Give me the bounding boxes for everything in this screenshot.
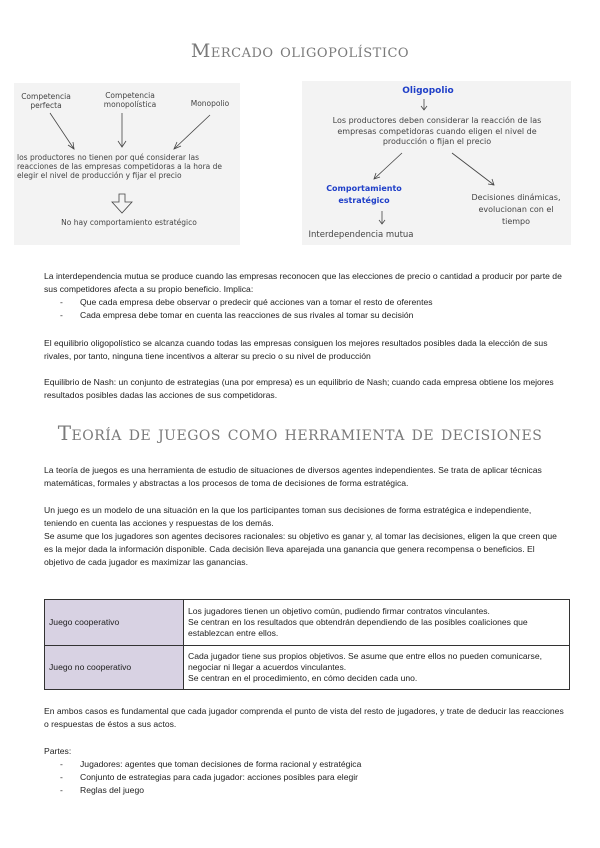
paragraph-text: La interdependencia mutua se produce cuando las empresas reconocen que las elecciones de precio o cantidad a producir por parte de sus competidores afecta a su propio beneficio. Implica: <box>44 271 562 294</box>
table-cell-description <box>184 646 570 690</box>
implications-list <box>44 296 564 322</box>
table-row <box>45 646 570 690</box>
table-cell-name: Juego no cooperativo <box>45 646 184 690</box>
description-line: Se centran en el procedimiento, en cómo deciden cada uno. <box>188 673 418 683</box>
diagram-left-text: los productores no tienen por qué considerar las reacciones de las empresas competidoras a la hora de elegir el nivel de producción y fijar el precio <box>17 153 223 180</box>
game-types-table <box>44 599 570 690</box>
market-structures-diagram <box>14 83 240 245</box>
label-dynamic-decisions: Decisiones dinámicas, evolucionan con el tiempo <box>471 193 561 226</box>
label-no-strategic: No hay comportamiento estratégico <box>61 218 197 227</box>
diagram-right-text: Los productores deben considerar la reacción de las empresas competidoras cuando eligen el nivel de producción o fijan el precio <box>332 116 542 146</box>
label-mutual-interdependence: Interdependencia mutua <box>308 230 414 240</box>
list-item: - Reglas del juego <box>44 784 564 797</box>
parts-section <box>44 745 564 797</box>
list-item: - Conjunto de estrategias para cada jugador: acciones posibles para elegir <box>44 771 564 784</box>
description-line: Los jugadores tienen un objetivo común, pudiendo firmar contratos vinculantes. <box>188 606 490 616</box>
label-perfect-competition: Competencia perfecta <box>21 92 71 110</box>
oligopoly-diagram <box>302 81 571 245</box>
label-monopolistic-competition: Competencia monopolística <box>103 91 157 109</box>
paragraph-game-theory: La teoría de juegos es una herramienta de estudio de situaciones de diversos agentes independientes. Se trata de aplicar técnicas matemáticas, formales y abstractas a los procesos de toma de decisiones de forma estratégica. <box>44 465 542 488</box>
table-row <box>45 600 570 646</box>
paragraph-interdependence <box>44 270 564 322</box>
table-cell-name: Juego cooperativo <box>45 600 184 646</box>
list-item: - Jugadores: agentes que toman decisiones de forma racional y estratégica <box>44 758 564 771</box>
table-cell-description <box>184 600 570 646</box>
list-item: - Cada empresa debe tomar en cuenta las reacciones de sus rivales al tomar su decisión <box>44 309 564 322</box>
paragraph-rational-agents: Se asume que los jugadores son agentes decisores racionales: su objetivo es ganar y, al tomar las decisiones, eligen la que creen que es la mejor dada la información disponible. Cada decisión lleva aparejada una ganancia que genera recompensa o beneficios. El objetivo de cada jugador es maximizar las ganancias. <box>44 531 557 567</box>
paragraph-both-cases: En ambos casos es fundamental que cada jugador comprenda el punto de vista del resto de jugadores, y trate de deducir las reacciones o respuestas de éstos a sus actos. <box>44 706 564 729</box>
paragraph-nash: Equilibrio de Nash: un conjunto de estrategias (una por empresa) es un equilibrio de Nash; cuando cada empresa obtiene los mejores resultados posibles dadas las acciones de sus competidoras. <box>44 377 554 400</box>
paragraph-equilibrium: El equilibrio oligopolístico se alcanza cuando todas las empresas consiguen los mejores resultados posibles dada la elección de sus rivales, por tanto, ninguna tiene incentivos a alterar su precio o su nivel de producción <box>44 338 548 361</box>
parts-label: Partes: <box>44 746 72 756</box>
parts-list <box>44 758 564 797</box>
section-title-oligopoly: Mercado oligopolístico <box>190 40 410 62</box>
label-monopoly: Monopolio <box>190 99 230 108</box>
paragraph-game-definition: Un juego es un modelo de una situación en la que los participantes toman sus decisiones de forma estratégica e independiente, teniendo en cuenta las acciones y respuestas de los demás. <box>44 505 532 528</box>
label-oligopoly: Oligopolio <box>402 86 454 96</box>
description-line: Se centran en los resultados que obtendrán dependiendo de las posibles coaliciones que establezcan entre ellos. <box>188 617 528 638</box>
section-title-game-theory: Teoría de juegos como herramienta de decisiones <box>57 421 543 445</box>
description-line: Cada jugador tiene sus propios objetivos. Se asume que entre ellos no pueden comunicarse, negociar ni llegar a acuerdos vinculantes. <box>188 651 542 672</box>
label-strategic-behavior: Comportamiento estratégico <box>326 184 402 205</box>
list-item: - Que cada empresa debe observar o predecir qué acciones van a tomar el resto de oferentes <box>44 296 564 309</box>
